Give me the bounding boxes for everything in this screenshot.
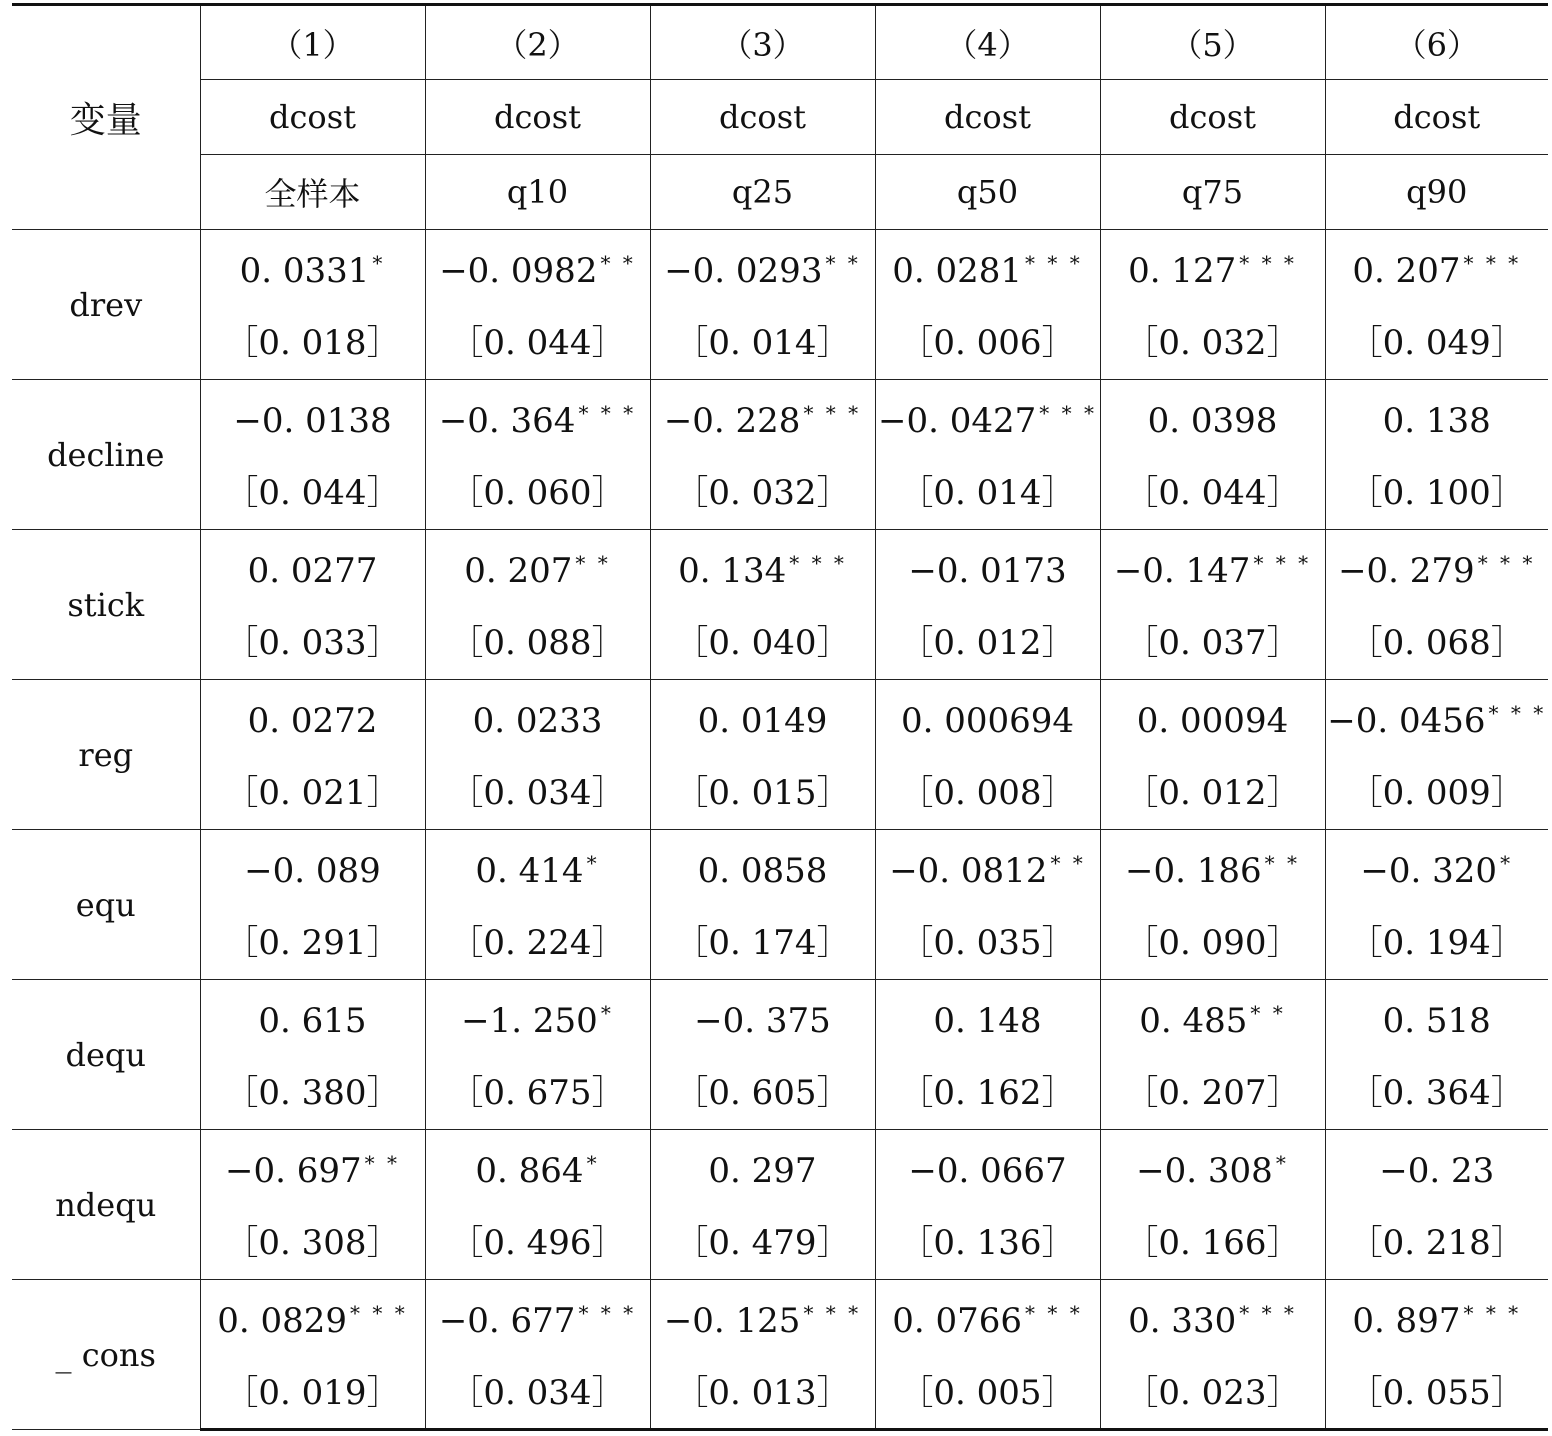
dependent-variable-3: dcost [650, 80, 875, 155]
table-header [12, 5, 1548, 230]
standard-error-cell [650, 455, 875, 530]
standard-error-cell [200, 305, 425, 380]
coefficient-cell [650, 680, 875, 755]
significance-stars: * [586, 1151, 600, 1176]
variable-header: 变量 [12, 5, 200, 230]
coefficient-value: −0. 0667 [908, 1151, 1067, 1192]
coefficient-cell [875, 380, 1100, 455]
standard-error-value: ［0. 018］ [224, 323, 401, 364]
standard-error-cell [875, 1355, 1100, 1430]
coefficient-cell [425, 1130, 650, 1205]
standard-error-value: ［0. 014］ [674, 323, 851, 364]
standard-error-value: ［0. 380］ [224, 1073, 401, 1114]
coefficient-value: 0. 0149 [697, 701, 828, 742]
significance-stars: * * * [1239, 251, 1297, 276]
standard-error-value: ［0. 044］ [1124, 473, 1301, 514]
standard-error-value: ［0. 005］ [899, 1372, 1076, 1413]
coefficient-cell [1100, 830, 1325, 905]
coefficient-cell [1100, 980, 1325, 1055]
coefficient-cell [1100, 1280, 1325, 1355]
coefficient-cell [200, 680, 425, 755]
standard-error-value: ［0. 605］ [674, 1073, 851, 1114]
coefficient-value: −0. 279 [1338, 551, 1475, 592]
standard-error-cell [650, 905, 875, 980]
table-row [12, 680, 1548, 755]
standard-error-cell [200, 1355, 425, 1430]
coefficient-cell [650, 530, 875, 605]
table-row [12, 980, 1548, 1055]
table-body [12, 230, 1548, 1430]
coefficient-cell [200, 830, 425, 905]
standard-error-value: ［0. 496］ [449, 1223, 626, 1264]
coefficient-cell [875, 1280, 1100, 1355]
standard-error-value: ［0. 040］ [674, 623, 851, 664]
coefficient-value: 0. 897 [1352, 1301, 1461, 1342]
significance-stars: * * * [1463, 1301, 1522, 1326]
dependent-variable-5: dcost [1100, 80, 1325, 155]
coefficient-cell [875, 230, 1100, 305]
coefficient-cell [200, 1280, 425, 1355]
coefficient-cell [1100, 680, 1325, 755]
standard-error-cell [875, 305, 1100, 380]
standard-error-cell [1100, 905, 1325, 980]
standard-error-value: ［0. 008］ [899, 773, 1076, 814]
standard-error-value: ［0. 014］ [899, 473, 1076, 514]
coefficient-cell [650, 980, 875, 1055]
dependent-variable-4: dcost [875, 80, 1100, 155]
significance-stars: * * [1264, 851, 1300, 876]
coefficient-value: −0. 375 [694, 1001, 831, 1042]
table-row-standard-errors [12, 1055, 1548, 1130]
significance-stars: * [1275, 1151, 1289, 1176]
standard-error-value: ［0. 021］ [224, 773, 401, 814]
standard-error-cell [200, 605, 425, 680]
coefficient-value: −1. 250 [461, 1001, 598, 1042]
significance-stars: * * [364, 1151, 400, 1176]
coefficient-cell [650, 830, 875, 905]
standard-error-value: ［0. 060］ [449, 473, 626, 514]
coefficient-cell [1325, 1130, 1548, 1205]
coefficient-value: −0. 089 [244, 851, 381, 892]
coefficient-cell [650, 1130, 875, 1205]
variable-name: reg [12, 680, 200, 830]
significance-stars: * * * [578, 1301, 637, 1326]
coefficient-value: 0. 000694 [900, 701, 1075, 742]
standard-error-cell [650, 1055, 875, 1130]
significance-stars: * * * [1025, 1301, 1083, 1326]
standard-error-value: ［0. 006］ [899, 323, 1076, 364]
standard-error-value: ［0. 055］ [1348, 1372, 1525, 1413]
standard-error-value: ［0. 044］ [224, 473, 401, 514]
standard-error-value: ［0. 034］ [449, 1372, 626, 1413]
significance-stars: * * [1250, 1001, 1286, 1026]
coefficient-value: −0. 364 [438, 401, 576, 442]
standard-error-cell [425, 605, 650, 680]
standard-error-cell [1325, 1055, 1548, 1130]
coefficient-value: 0. 134 [678, 551, 787, 592]
coefficient-value: 0. 0331 [239, 251, 370, 292]
significance-stars: * * * [789, 551, 847, 576]
coefficient-value: 0. 0766 [892, 1301, 1023, 1342]
standard-error-cell [875, 755, 1100, 830]
standard-error-cell [650, 1205, 875, 1280]
standard-error-value: ［0. 207］ [1124, 1073, 1301, 1114]
variable-name: stick [12, 530, 200, 680]
coefficient-value: −0. 320 [1360, 851, 1498, 892]
standard-error-value: ［0. 100］ [1348, 473, 1525, 514]
standard-error-cell [1100, 605, 1325, 680]
coefficient-cell [1325, 830, 1548, 905]
dependent-variable-6: dcost [1325, 80, 1548, 155]
variable-name: decline [12, 380, 200, 530]
standard-error-cell [1100, 305, 1325, 380]
standard-error-cell [425, 905, 650, 980]
significance-stars: * * * [350, 1301, 408, 1326]
sample-label-1: 全样本 [200, 155, 425, 230]
coefficient-cell [875, 530, 1100, 605]
standard-error-value: ［0. 194］ [1348, 923, 1525, 964]
significance-stars: * * [600, 251, 636, 276]
standard-error-cell [425, 755, 650, 830]
variable-name: ndequ [12, 1130, 200, 1280]
significance-stars: * * * [803, 1301, 862, 1326]
standard-error-value: ［0. 291］ [224, 923, 401, 964]
standard-error-value: ［0. 090］ [1124, 923, 1301, 964]
significance-stars: * * * [578, 401, 637, 426]
sample-label-3: q25 [650, 155, 875, 230]
coefficient-value: 0. 615 [258, 1001, 367, 1042]
coefficient-cell [1325, 980, 1548, 1055]
coefficient-value: −0. 0812 [889, 851, 1048, 892]
coefficient-cell [425, 230, 650, 305]
coefficient-cell [650, 1280, 875, 1355]
coefficient-value: −0. 308 [1136, 1151, 1273, 1192]
coefficient-cell [425, 680, 650, 755]
table-row [12, 1280, 1548, 1355]
variable-name: dequ [12, 980, 200, 1130]
column-number-4: （4） [875, 5, 1100, 80]
standard-error-value: ［0. 308］ [224, 1223, 401, 1264]
coefficient-cell [1100, 230, 1325, 305]
coefficient-value: 0. 330 [1128, 1301, 1237, 1342]
standard-error-value: ［0. 044］ [449, 323, 626, 364]
coefficient-value: 0. 148 [933, 1001, 1042, 1042]
significance-stars: * * * [1025, 251, 1083, 276]
standard-error-value: ［0. 174］ [674, 923, 851, 964]
standard-error-value: ［0. 479］ [674, 1223, 851, 1264]
coefficient-cell [1100, 1130, 1325, 1205]
table-row-standard-errors [12, 905, 1548, 980]
standard-error-value: ［0. 032］ [1124, 323, 1301, 364]
standard-error-cell [650, 605, 875, 680]
coefficient-cell [1325, 1280, 1548, 1355]
standard-error-cell [425, 1355, 650, 1430]
sample-label-5: q75 [1100, 155, 1325, 230]
standard-error-cell [1325, 605, 1548, 680]
standard-error-cell [200, 905, 425, 980]
coefficient-cell [425, 1280, 650, 1355]
significance-stars: * [586, 851, 600, 876]
coefficient-cell [875, 1130, 1100, 1205]
standard-error-cell [650, 755, 875, 830]
coefficient-value: −0. 23 [1379, 1151, 1495, 1192]
standard-error-cell [875, 1205, 1100, 1280]
standard-error-cell [1100, 455, 1325, 530]
table-row-standard-errors [12, 1355, 1548, 1430]
variable-name: drev [12, 230, 200, 380]
coefficient-value: 0. 864 [475, 1151, 584, 1192]
table-row-standard-errors [12, 1205, 1548, 1280]
coefficient-cell [425, 980, 650, 1055]
coefficient-cell [200, 1130, 425, 1205]
coefficient-cell [650, 230, 875, 305]
significance-stars: * * * [1253, 551, 1312, 576]
standard-error-cell [200, 755, 425, 830]
column-number-1: （1） [200, 5, 425, 80]
table-row-standard-errors [12, 455, 1548, 530]
standard-error-value: ［0. 035］ [899, 923, 1076, 964]
standard-error-value: ［0. 019］ [224, 1372, 401, 1413]
coefficient-value: −0. 0427 [878, 401, 1037, 442]
table-row [12, 230, 1548, 305]
standard-error-value: ［0. 049］ [1348, 323, 1525, 364]
significance-stars: * * [575, 551, 611, 576]
coefficient-value: −0. 0173 [908, 551, 1067, 592]
table-row [12, 530, 1548, 605]
standard-error-cell [875, 905, 1100, 980]
standard-error-value: ［0. 034］ [449, 773, 626, 814]
column-number-6: （6） [1325, 5, 1548, 80]
coefficient-value: 0. 00094 [1136, 701, 1289, 742]
coefficient-cell [425, 530, 650, 605]
standard-error-cell [1325, 455, 1548, 530]
standard-error-cell [875, 455, 1100, 530]
coefficient-cell [200, 230, 425, 305]
coefficient-cell [875, 830, 1100, 905]
coefficient-value: 0. 0233 [472, 701, 603, 742]
coefficient-value: −0. 0456 [1327, 701, 1486, 742]
standard-error-value: ［0. 009］ [1348, 773, 1525, 814]
standard-error-cell [875, 605, 1100, 680]
coefficient-value: −0. 228 [663, 401, 801, 442]
coefficient-value: 0. 297 [708, 1151, 817, 1192]
coefficient-value: −0. 186 [1125, 851, 1262, 892]
coefficient-value: −0. 677 [438, 1301, 576, 1342]
standard-error-cell [425, 305, 650, 380]
standard-error-cell [1100, 1205, 1325, 1280]
coefficient-value: 0. 0277 [247, 551, 378, 592]
table-row-standard-errors [12, 605, 1548, 680]
coefficient-value: 0. 207 [1352, 251, 1461, 292]
standard-error-value: ［0. 675］ [449, 1073, 626, 1114]
coefficient-cell [1100, 530, 1325, 605]
coefficient-value: 0. 0398 [1147, 401, 1278, 442]
coefficient-value: 0. 138 [1382, 401, 1491, 442]
standard-error-value: ［0. 013］ [674, 1372, 851, 1413]
coefficient-cell [1325, 530, 1548, 605]
standard-error-value: ［0. 224］ [449, 923, 626, 964]
coefficient-value: −0. 0982 [439, 251, 598, 292]
standard-error-value: ［0. 015］ [674, 773, 851, 814]
standard-error-value: ［0. 088］ [449, 623, 626, 664]
standard-error-cell [425, 1205, 650, 1280]
significance-stars: * * * [1239, 1301, 1297, 1326]
standard-error-cell [425, 1055, 650, 1130]
significance-stars: * * [825, 251, 861, 276]
standard-error-cell [875, 1055, 1100, 1130]
significance-stars: * [1500, 851, 1514, 876]
coefficient-cell [650, 380, 875, 455]
standard-error-cell [1325, 755, 1548, 830]
table-row-standard-errors [12, 305, 1548, 380]
standard-error-value: ［0. 033］ [224, 623, 401, 664]
table-row [12, 1130, 1548, 1205]
standard-error-value: ［0. 032］ [674, 473, 851, 514]
standard-error-value: ［0. 023］ [1124, 1372, 1301, 1413]
coefficient-value: 0. 207 [464, 551, 573, 592]
significance-stars: * [600, 1001, 614, 1026]
standard-error-cell [650, 305, 875, 380]
standard-error-cell [1100, 1355, 1325, 1430]
coefficient-cell [200, 980, 425, 1055]
dependent-variable-1: dcost [200, 80, 425, 155]
coefficient-value: 0. 485 [1139, 1001, 1248, 1042]
coefficient-cell [425, 830, 650, 905]
standard-error-cell [200, 455, 425, 530]
sample-label-6: q90 [1325, 155, 1548, 230]
significance-stars: * * * [1477, 551, 1536, 576]
table-row-standard-errors [12, 755, 1548, 830]
coefficient-cell [1325, 230, 1548, 305]
coefficient-value: 0. 0272 [247, 701, 378, 742]
significance-stars: * * [1050, 851, 1086, 876]
sample-label-4: q50 [875, 155, 1100, 230]
coefficient-value: 0. 0829 [217, 1301, 348, 1342]
significance-stars: * * * [1488, 701, 1547, 726]
header-row-dependent-variable [12, 80, 1548, 155]
coefficient-value: −0. 125 [663, 1301, 801, 1342]
standard-error-cell [1100, 755, 1325, 830]
table-row [12, 380, 1548, 455]
sample-label-2: q10 [425, 155, 650, 230]
standard-error-cell [1325, 1205, 1548, 1280]
dependent-variable-2: dcost [425, 80, 650, 155]
variable-name: equ [12, 830, 200, 980]
coefficient-value: 0. 518 [1382, 1001, 1491, 1042]
coefficient-cell [1100, 380, 1325, 455]
regression-table-container [12, 3, 1548, 1431]
column-number-2: （2） [425, 5, 650, 80]
coefficient-cell [1325, 380, 1548, 455]
standard-error-value: ［0. 037］ [1124, 623, 1301, 664]
coefficient-cell [875, 980, 1100, 1055]
coefficient-cell [200, 380, 425, 455]
standard-error-cell [200, 1205, 425, 1280]
coefficient-value: −0. 0293 [664, 251, 823, 292]
coefficient-cell [425, 380, 650, 455]
coefficient-value: −0. 0138 [233, 401, 392, 442]
standard-error-value: ［0. 012］ [899, 623, 1076, 664]
significance-stars: * [372, 251, 386, 276]
significance-stars: * * * [1463, 251, 1522, 276]
standard-error-value: ［0. 166］ [1124, 1223, 1301, 1264]
coefficient-value: −0. 147 [1113, 551, 1251, 592]
standard-error-cell [425, 455, 650, 530]
standard-error-value: ［0. 136］ [899, 1223, 1076, 1264]
standard-error-cell [650, 1355, 875, 1430]
standard-error-cell [1325, 305, 1548, 380]
standard-error-cell [200, 1055, 425, 1130]
column-number-3: （3） [650, 5, 875, 80]
header-row-sample [12, 155, 1548, 230]
coefficient-value: 0. 127 [1128, 251, 1237, 292]
coefficient-value: 0. 414 [475, 851, 584, 892]
standard-error-cell [1100, 1055, 1325, 1130]
coefficient-cell [875, 680, 1100, 755]
coefficient-value: −0. 697 [225, 1151, 362, 1192]
column-number-5: （5） [1100, 5, 1325, 80]
coefficient-value: 0. 0858 [697, 851, 828, 892]
standard-error-value: ［0. 162］ [899, 1073, 1076, 1114]
standard-error-value: ［0. 364］ [1348, 1073, 1525, 1114]
variable-name: _ cons [12, 1280, 200, 1430]
significance-stars: * * * [803, 401, 862, 426]
standard-error-cell [1325, 905, 1548, 980]
standard-error-cell [1325, 1355, 1548, 1430]
table-row [12, 830, 1548, 905]
standard-error-value: ［0. 012］ [1124, 773, 1301, 814]
coefficient-cell [200, 530, 425, 605]
standard-error-value: ［0. 218］ [1348, 1223, 1525, 1264]
coefficient-cell [1325, 680, 1548, 755]
standard-error-value: ［0. 068］ [1348, 623, 1525, 664]
significance-stars: * * * [1039, 401, 1097, 426]
header-row-column-numbers [12, 5, 1548, 80]
coefficient-value: 0. 0281 [892, 251, 1023, 292]
regression-table [12, 3, 1548, 1431]
